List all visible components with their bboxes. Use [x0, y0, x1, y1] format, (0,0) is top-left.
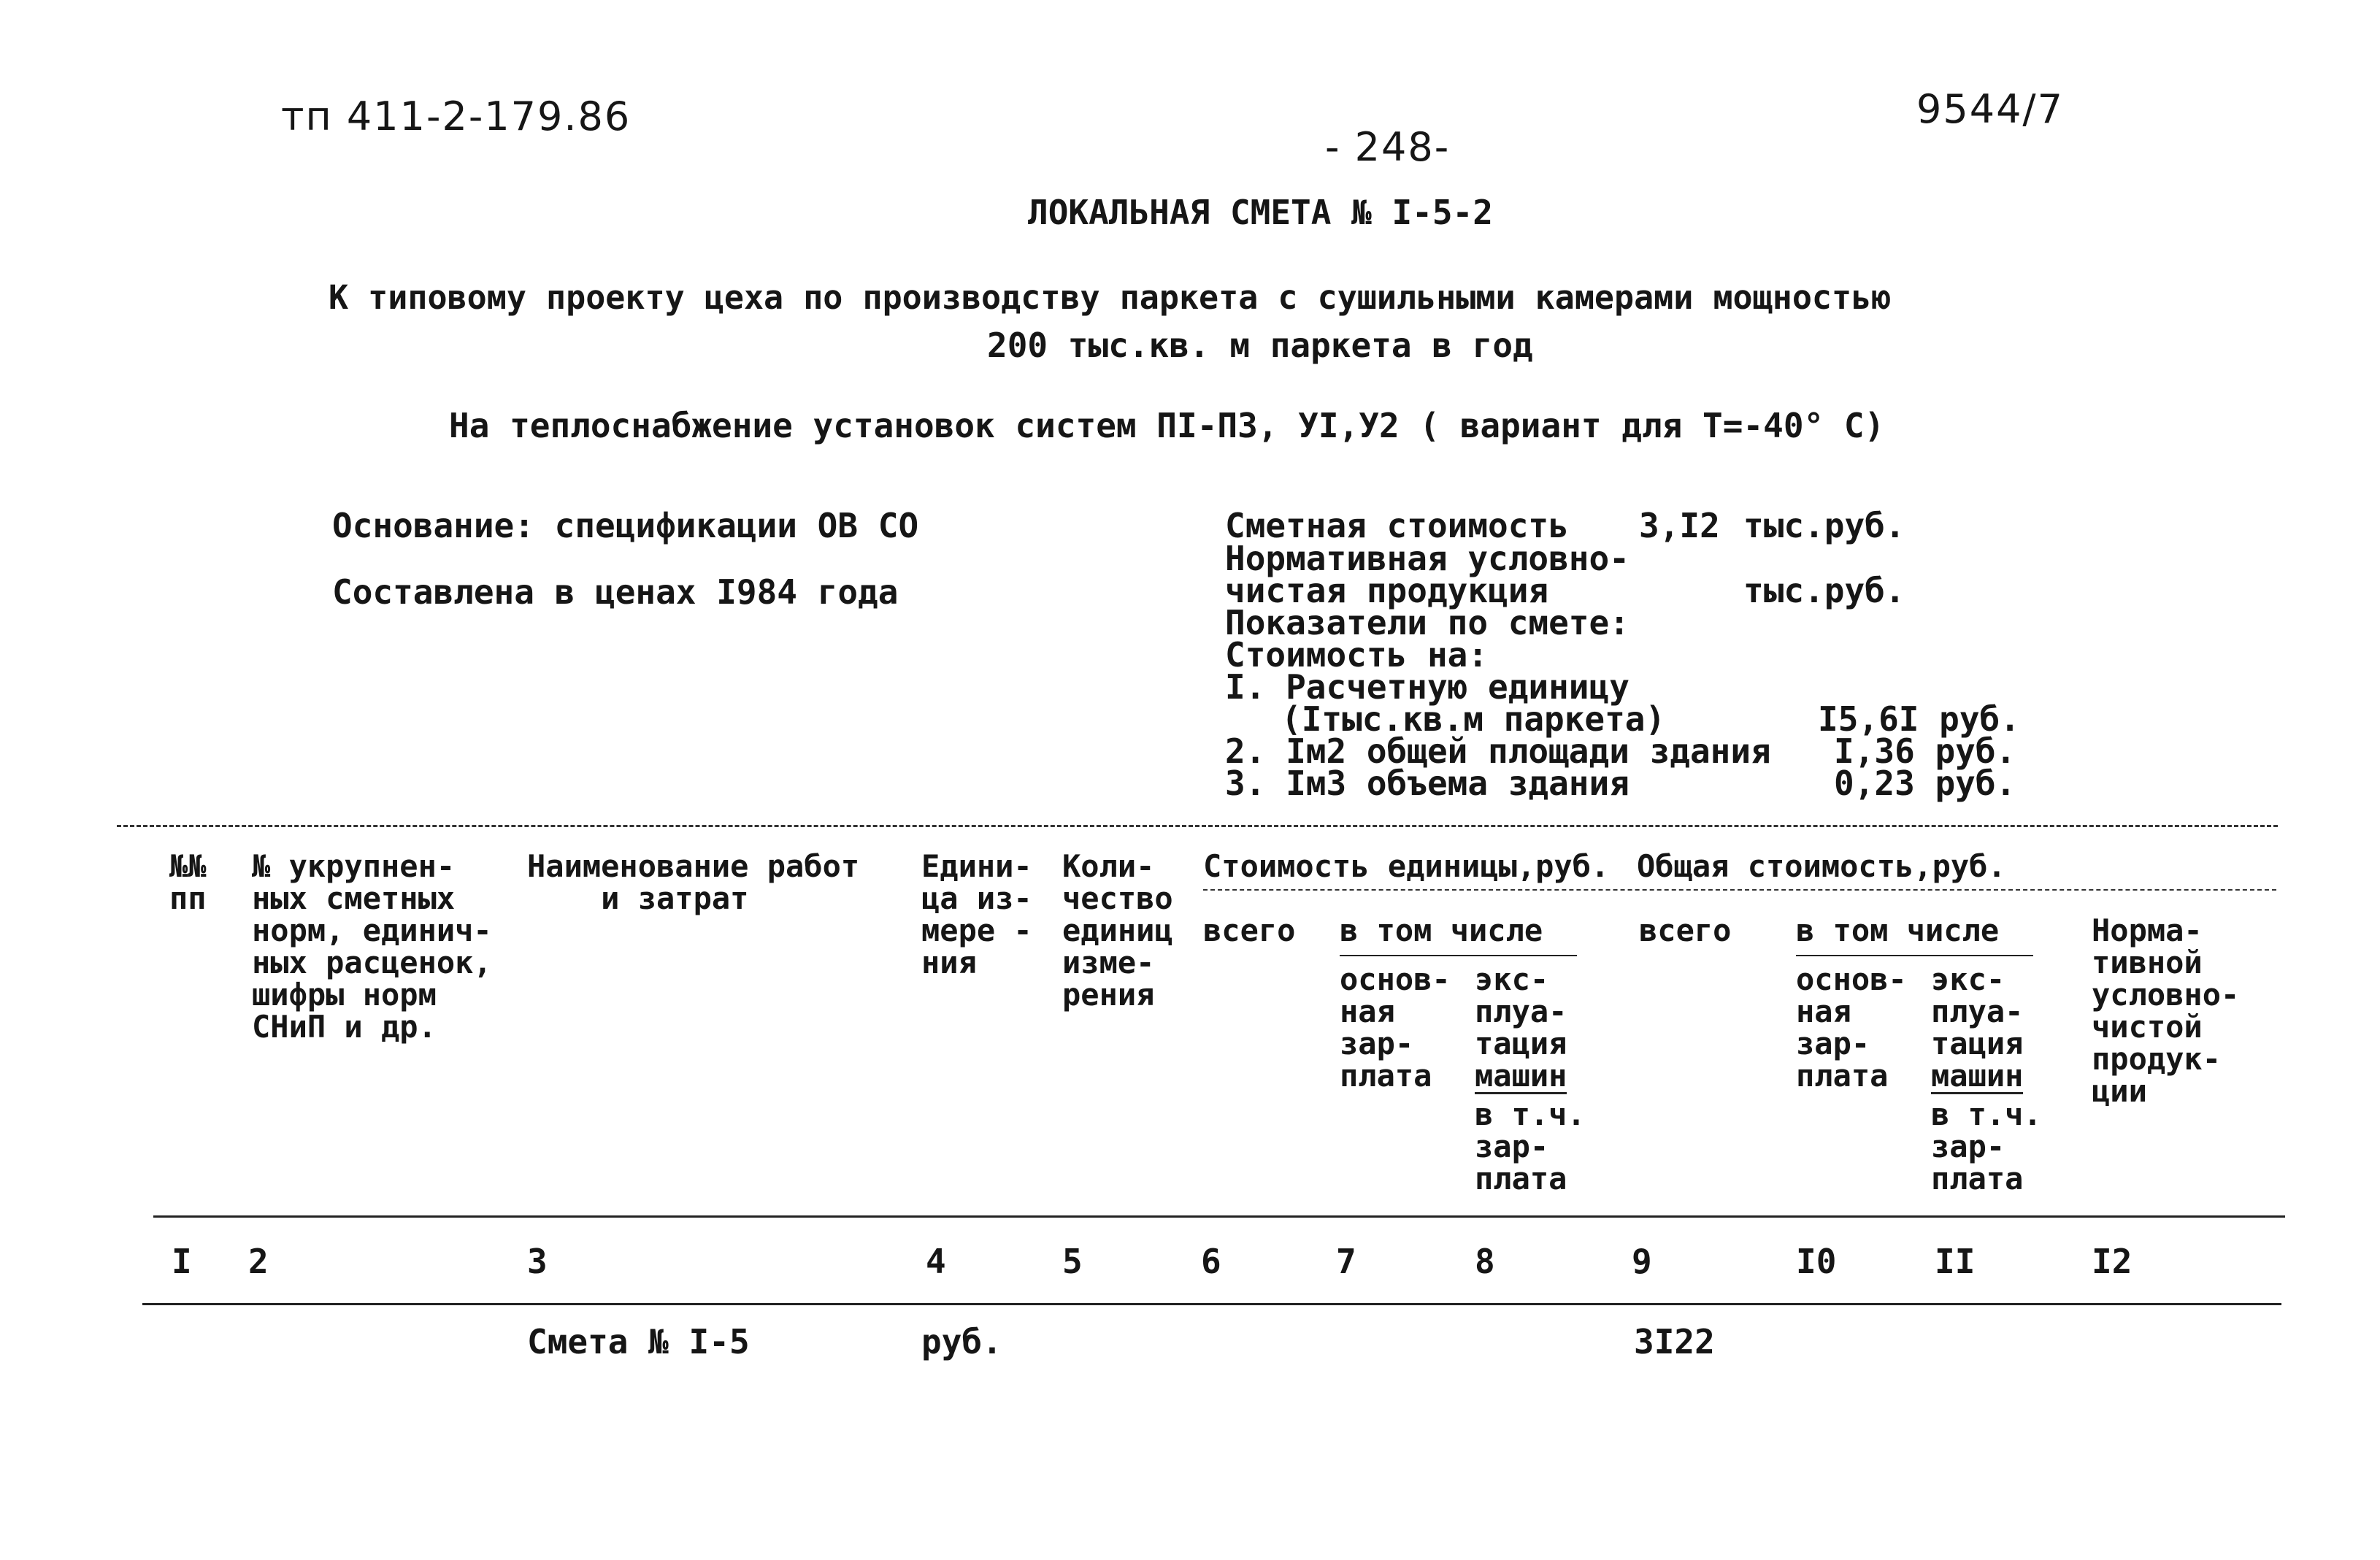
cost-unit: тыс.руб. [1743, 506, 1905, 545]
col-num-9: 9 [1632, 1242, 1652, 1281]
item3-value: 0,23 руб. [1834, 764, 2016, 803]
header-col-4: Едини- ца из- мере - ния [921, 848, 1032, 980]
header-col-8-salary: в т.ч. зар- плата [1475, 1096, 1586, 1196]
vtom-2-underline [1796, 955, 2033, 956]
group-underline [1203, 889, 2276, 891]
col-num-1: I [172, 1242, 192, 1281]
numbers-bottom-line [142, 1303, 2281, 1305]
header-col-5: Коли- чество единиц изме- рения [1062, 848, 1173, 1013]
subtitle-line-1: К типовому проекту цеха по производству паркета с сушильными камерами мощностью [329, 278, 1892, 317]
prices-text: Составлена в ценах I984 года [332, 572, 899, 612]
header-col-11-mashin [1931, 1060, 2023, 1094]
sheet-number-handwritten: 9544/7 [1916, 86, 2064, 132]
row-unit: руб. [921, 1322, 1002, 1361]
header-col-8-mashin [1475, 1060, 1567, 1094]
item3-label: 3. Iм3 объема здания [1225, 764, 1629, 803]
header-col-2: № укрупнен- ных сметных норм, единич- ных расценок, шифры норм СНиП и др. [252, 848, 492, 1045]
col-num-5: 5 [1062, 1242, 1083, 1281]
col-num-7: 7 [1336, 1242, 1356, 1281]
cost-label: Сметная стоимость [1225, 506, 1569, 545]
header-col-10-salary: основ- ная зар- плата [1796, 961, 1907, 1094]
cost-on-label: Стоимость на: [1225, 635, 1489, 675]
col-num-4: 4 [926, 1242, 946, 1281]
header-col-11-salary: в т.ч. зар- плата [1931, 1096, 2042, 1196]
mashin-label-2: машин [1931, 1058, 2024, 1094]
project-code-handwritten: тп 411-2-179.86 [281, 93, 632, 139]
vtom-1-underline [1340, 955, 1577, 956]
normative-line-1: Нормативная условно- [1225, 539, 1629, 578]
header-vtom-2: в том числе [1796, 912, 2000, 948]
header-col-9-total: всего [1639, 912, 1732, 948]
header-col-12: Норма- тивной условно- чистой продук- ции [2092, 912, 2240, 1109]
document-title: ЛОКАЛЬНАЯ СМЕТА № I-5-2 [1028, 193, 1493, 232]
header-col-8-machines: экс- плуа- тация [1475, 961, 1567, 1061]
header-col-1: №№ пп [169, 848, 207, 916]
item1-line-2: (Iтыс.кв.м паркета) [1281, 699, 1666, 739]
col-num-2: 2 [248, 1242, 269, 1281]
normative-unit: тыс.руб. [1743, 571, 1905, 610]
item1-line-1: I. Расчетную единицу [1225, 667, 1629, 707]
col-num-11: II [1935, 1242, 1976, 1281]
col-num-3: 3 [527, 1242, 548, 1281]
header-bottom-line [153, 1215, 2285, 1218]
row-name: Смета № I-5 [527, 1322, 750, 1361]
normative-line-2: чистая продукция [1225, 571, 1549, 610]
header-vtom-1: в том числе [1340, 912, 1543, 948]
col-num-6: 6 [1201, 1242, 1221, 1281]
page-number-handwritten: - 248- [1325, 124, 1451, 170]
col-num-12: I2 [2092, 1242, 2133, 1281]
mashin-label-1: машин [1475, 1058, 1567, 1094]
heating-line: На теплоснабжение установок систем ПI-ПЗ, УI,У2 ( вариант для Т=-40° С) [449, 406, 1885, 445]
basis-text: Основание: спецификации ОВ СО [332, 506, 919, 545]
subtitle-line-2: 200 тыс.кв. м паркета в год [987, 326, 1533, 365]
item2-value: I,36 руб. [1834, 731, 2016, 771]
header-group-total-cost: Общая стоимость,руб. [1637, 848, 2006, 884]
cost-value: 3,I2 [1639, 506, 1720, 545]
item2-label: 2. Iм2 общей площади здания [1225, 731, 1771, 771]
header-col-7-salary: основ- ная зар- плата [1340, 961, 1451, 1094]
header-group-unit-cost: Стоимость единицы,руб. [1203, 848, 1610, 884]
item1-value: I5,6I руб. [1818, 699, 2020, 739]
header-col-3: Наименование работ и затрат [527, 848, 860, 916]
col-num-10: I0 [1796, 1242, 1837, 1281]
table-top-line [117, 825, 2278, 827]
header-col-6-total: всего [1203, 912, 1296, 948]
row-total: 3I22 [1634, 1322, 1715, 1361]
indicators-label: Показатели по смете: [1225, 603, 1629, 642]
col-num-8: 8 [1475, 1242, 1495, 1281]
header-col-11-machines: экс- плуа- тация [1931, 961, 2024, 1061]
